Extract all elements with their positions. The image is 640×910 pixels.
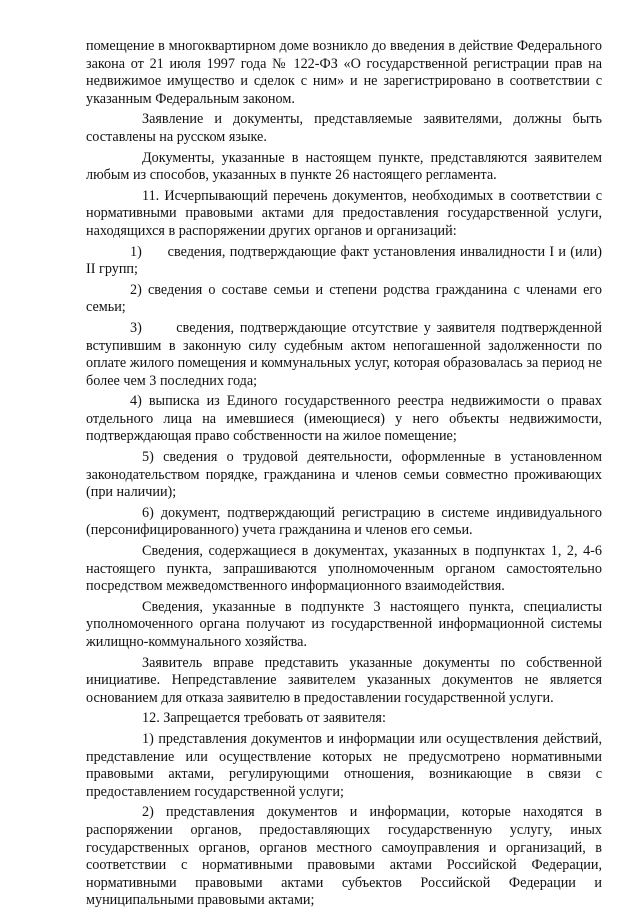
list-item-11-3: 3) сведения, подтверждающие отсутствие у заявителя подтвержденной вступившим в законную силу судебным актом непогашенной задолженности по оплате жилого помещения и коммунальных услуг, которая образовалась за период не более чем 3 последних года; [86, 319, 606, 389]
list-item-11-4: 4) выписка из Единого государственного реестра недвижимости о правах отдельного лица на имевшиеся (имеющиеся) у него объекты недвижимости, подтверждающая право собственности на жилое помещение; [86, 393, 602, 445]
paragraph-continuation: помещение в многоквартирном доме возникло до введения в действие Федерального закона от 21 июля 1997 года № 122-ФЗ «О государственной регистрации прав на недвижимое имущество и сделок с ним» и не зарегистрировано в соответствии с указанным Федеральным законом. [86, 38, 602, 107]
list-item-11-5: 5) сведения о трудовой деятельности, оформленные в установленном законодательством порядке, гражданина и членов семьи совместно проживающих (при наличии); [86, 449, 602, 501]
list-item-12-2: 2) представления документов и информации, которые находятся в распоряжении органов, предоставляющих государственную услугу, иных государственных органов, органов местного самоуправления и организаций, в соответствии с нормативными правовыми актами Российской Федерации, нормативными правовыми актами субъектов Российской Федерации и муниципальными правовыми актами; [86, 804, 602, 909]
paragraph-language: Заявление и документы, представляемые заявителями, должны быть составлены на русском языке. [86, 111, 602, 145]
list-item-11-1: 1) сведения, подтверждающие факт установления инвалидности I и (или) II групп; [86, 243, 606, 278]
paragraph-section-12: 12. Запрещается требовать от заявителя: [142, 710, 386, 727]
paragraph-own-initiative: Заявитель вправе представить указанные документы по собственной инициативе. Непредставление заявителем указанных документов не является основанием для отказа заявителю в предоставлении государственной услуги. [86, 654, 602, 706]
list-item-11-6: 6) документ, подтверждающий регистрацию в системе индивидуального (персонифицированного) учета гражданина и членов его семьи. [86, 504, 602, 539]
list-item-11-2: 2) сведения о составе семьи и степени родства гражданина с членами его семьи; [86, 281, 602, 316]
paragraph-submission-methods: Документы, указанные в настоящем пункте, представляются заявителем любым из способов, указанных в пункте 26 настоящего регламента. [86, 149, 602, 184]
list-item-12-1: 1) представления документов и информации или осуществления действий, представление или осуществление которых не предусмотрено нормативными правовыми актами, регулирующими отношения, возникающие в связи с предоставлением государственной услуги; [86, 730, 602, 800]
paragraph-gis-housing: Сведения, указанные в подпункте 3 настоящего пункта, специалисты уполномоченного органа получают из государственной информационной системы жилищно-коммунального хозяйства. [86, 598, 602, 650]
paragraph-interagency-requests: Сведения, содержащиеся в документах, указанных в подпунктах 1, 2, 4-6 настоящего пункта, запрашиваются уполномоченным органом самостоятельно посредством межведомственного информационного взаимодействия. [86, 543, 602, 595]
paragraph-section-11: 11. Исчерпывающий перечень документов, необходимых в соответствии с нормативными правовыми актами для предоставления государственной услуги, находящихся в распоряжении других органов и организаций: [86, 187, 602, 239]
